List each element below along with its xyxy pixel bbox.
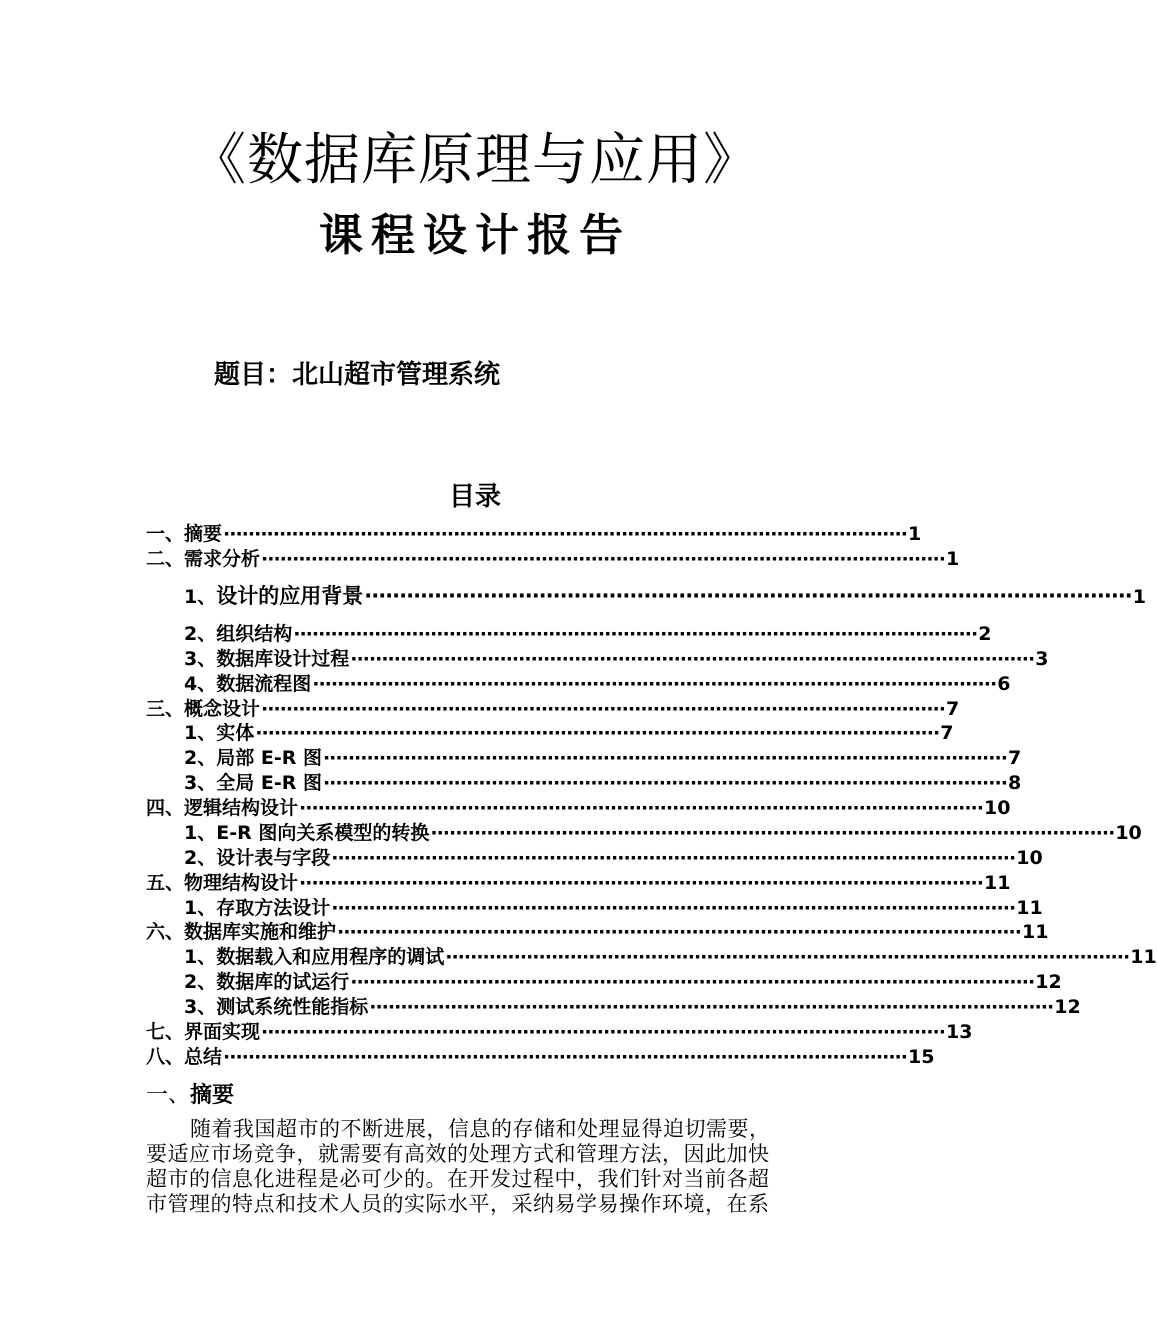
toc-entry [184,584,1146,608]
toc-entry [146,697,960,721]
toc-entry-number: 八、 [146,1046,185,1068]
toc-entry-title: 全局 E-R 图 [216,772,322,794]
toc-entry-page: 15 [908,1046,935,1068]
toc-entry-page: 12 [1035,971,1062,993]
section-number: 一、 [146,1083,191,1108]
toc-entry-title: 数据载入和应用程序的调试 [216,946,445,968]
toc-leader: ·············································································································· [299,797,983,819]
toc-entry-title: 数据库设计过程 [216,648,350,670]
toc-entry-title: 总结 [184,1046,223,1068]
toc-entry-title: 实体 [216,722,255,744]
toc-entry-page: 12 [1054,996,1081,1018]
toc-entry [146,547,960,571]
toc-entry-number: 二、 [146,548,185,570]
toc-entry-number: 七、 [146,1021,185,1043]
toc-entry [184,945,1157,969]
toc-leader: ·············································································································· [331,897,1016,919]
toc-leader: ·············································································································· [261,548,945,570]
toc-entry [184,846,1043,870]
toc-entry-number: 1、 [184,722,217,744]
paragraph-line: 要适应市场竞争，就需要有高效的处理方式和管理方法，因此加快 [146,1142,770,1166]
toc-entry-number: 1、 [184,897,217,919]
toc-entry-page: 10 [1115,822,1142,844]
toc-entry [146,522,922,546]
toc-entry-number: 一、 [146,523,185,545]
toc-entry-title: E-R 图向关系模型的转换 [216,822,430,844]
paragraph-line: 随着我国超市的不断进展，信息的存储和处理显得迫切需要， [190,1117,771,1141]
paragraph-line: 市管理的特点和技术人员的实际水平，采纳易学易操作环境，在系 [146,1192,770,1216]
toc-entry [146,796,1011,820]
section-heading [146,1082,234,1110]
toc-entry-page: 7 [940,722,954,744]
toc-leader: ·············································································································· [255,722,940,744]
toc-leader: ·············································································································· [261,698,945,720]
toc-entry-number: 六、 [146,921,185,943]
toc-entry-page: 7 [1007,747,1022,769]
toc-entry-number: 3、 [184,996,217,1018]
toc-entry-page: 10 [1016,847,1043,869]
toc-entry-page: 10 [984,797,1011,819]
toc-entry-page: 11 [1016,897,1043,919]
toc-entry [184,821,1142,845]
toc-leader: ·············································································································· [430,822,1115,844]
toc-leader: ·············································································································· [337,921,1021,943]
toc-entry-number: 3、 [184,772,217,794]
toc-leader: ·············································································································· [293,623,978,645]
toc-entry-page: 1 [946,548,960,570]
report-topic: 题目：北山超市管理系统 [214,360,501,390]
toc-entry-page: 13 [946,1021,973,1043]
toc-entry-number: 4、 [184,673,217,695]
toc-entry-title: 数据库实施和维护 [184,921,337,943]
toc-entry-title: 组织结构 [216,623,293,645]
toc-entry-title: 局部 E-R 图 [216,747,322,769]
toc-entry-page: 6 [997,673,1011,695]
toc-entry-title: 摘要 [184,523,223,545]
toc-entry [184,970,1062,994]
toc-entry-title: 设计表与字段 [216,847,331,869]
document-title: 《数据库原理与应用》 [190,128,760,193]
toc-entry [184,995,1081,1019]
toc-leader: ·············································································································· [223,1046,907,1068]
toc-entry-number: 2、 [184,623,217,645]
toc-entry [146,1045,935,1069]
toc-leader: ·············································································································· [350,648,1035,670]
toc-entry-title: 物理结构设计 [184,872,299,894]
toc-leader: ·············································································································· [322,747,1007,769]
section-title: 摘要 [190,1083,235,1108]
toc-entry-page: 1 [1132,586,1146,608]
toc-entry-title: 逻辑结构设计 [184,797,299,819]
toc-entry-page: 7 [946,698,960,720]
toc-entry [184,622,992,646]
paragraph-line: 超市的信息化进程是必可少的。在开发过程中，我们针对当前各超 [146,1167,770,1191]
toc-entry-title: 概念设计 [184,698,261,720]
document-subtitle: 课程设计报告 [319,210,631,261]
toc-entry-number: 2、 [184,971,217,993]
toc-entry-number: 2、 [184,847,217,869]
toc-entry [146,1020,973,1044]
toc-leader: ·············································································································· [369,996,1054,1018]
toc-leader: ·············································································································· [364,584,1132,608]
toc-entry-title: 测试系统性能指标 [216,996,369,1018]
toc-entry-number: 2、 [184,747,217,769]
toc-entry-title: 界面实现 [184,1021,261,1043]
toc-leader: ·············································································································· [445,946,1130,968]
toc-leader: ·············································································································· [223,523,907,545]
toc-entry-page: 3 [1035,648,1049,670]
toc-leader: ·············································································································· [261,1021,945,1043]
abstract-paragraph [146,1117,804,1217]
toc-entry-number: 四、 [146,797,185,819]
toc-entry-title: 数据库的试运行 [216,971,350,993]
toc-heading: 目录 [448,482,501,512]
toc-entry-number: 五、 [146,872,185,894]
toc-entry-page: 2 [978,623,992,645]
toc-entry-number: 1、 [184,822,217,844]
toc-entry-number: 1、 [184,946,217,968]
toc-entry-title: 设计的应用背景 [216,584,364,608]
toc-entry [184,746,1022,770]
toc-entry-page: 11 [1130,946,1157,968]
toc-entry [184,721,954,745]
toc-entry [184,771,1022,795]
toc-entry-number: 三、 [146,698,185,720]
toc-entry-number: 1、 [184,586,217,608]
toc-entry-page: 8 [1007,772,1022,794]
toc-leader: ·············································································································· [312,673,997,695]
toc-entry-title: 数据流程图 [216,673,312,695]
toc-leader: ·············································································································· [299,872,983,894]
toc-leader: ·············································································································· [350,971,1035,993]
toc-leader: ·············································································································· [331,847,1016,869]
toc-entry [184,647,1049,671]
toc-entry [184,896,1043,920]
toc-entry [184,672,1011,696]
toc-entry-number: 3、 [184,648,217,670]
toc-leader: ·············································································································· [322,772,1007,794]
toc-entry [146,920,1049,944]
toc-entry [146,871,1011,895]
toc-entry-page: 11 [1022,921,1049,943]
toc-entry-page: 11 [984,872,1011,894]
toc-entry-title: 需求分析 [184,548,261,570]
toc-entry-page: 1 [908,523,922,545]
toc-entry-title: 存取方法设计 [216,897,331,919]
